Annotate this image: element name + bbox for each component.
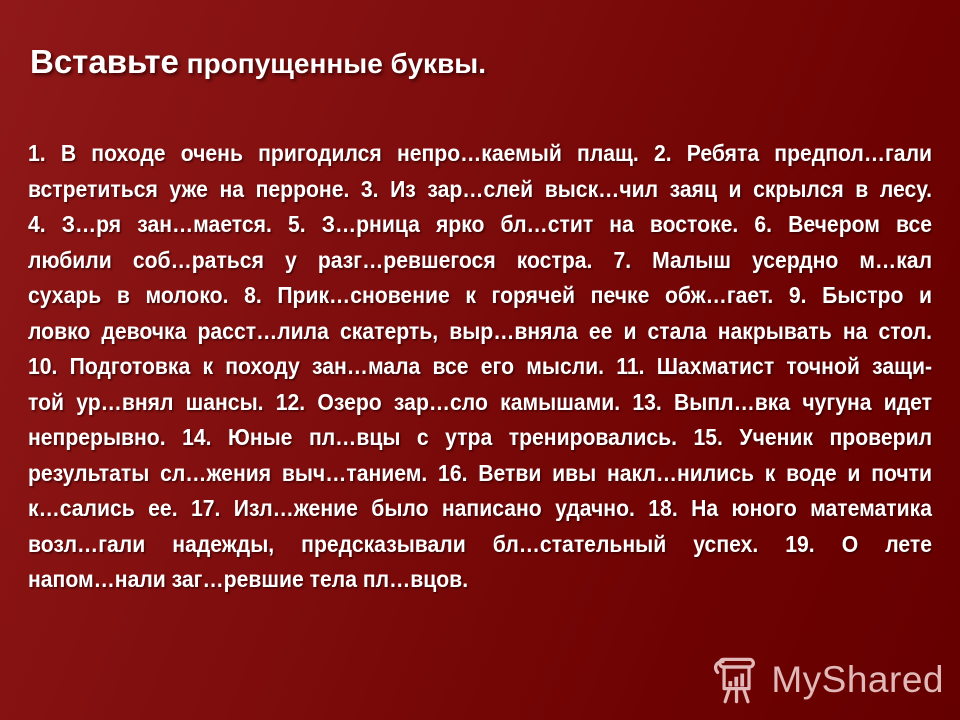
- text-line: встретиться уже на перроне. 3. Из зар…слей выск…чил заяц и скрылся в лесу.: [28, 175, 933, 202]
- text-line: непрерывно. 14. Юные пл…вцы с утра тренировались. 15. Ученик проверил: [28, 424, 933, 450]
- text-line: сухарь в молоко. 8. Прик…сновение к горячей печке обж…гает. 9. Быстро и: [28, 282, 933, 308]
- watermark-label: MyShared: [771, 659, 944, 700]
- page-title: [30, 43, 486, 81]
- myshared-watermark: [710, 654, 944, 706]
- exercise-text-block: [28, 136, 932, 598]
- text-line: 10. Подготовка к походу зан…мала все его мысли. 11. Шахматист точной защи-: [28, 353, 933, 379]
- text-line: напом…нали заг…ревшие тела пл…вцов.: [28, 566, 469, 592]
- text-line: ловко девочка расст…лила скатерть, выр…вняла ее и стала накрывать на стол.: [28, 317, 933, 344]
- text-line: результаты сл…жения выч…танием. 16. Ветви ивы накл…нились к воде и почти: [28, 459, 933, 486]
- text-line: 1. В походе очень пригодился непро…каемый плащ. 2. Ребята предпол…гали: [28, 140, 933, 166]
- text-line: возл…гали надежды, предсказывали бл…стательный успех. 19. О лете: [28, 530, 933, 557]
- text-line: к…сались ее. 17. Изл…жение было написано удачно. 18. На юного математика: [28, 495, 933, 521]
- page-title-main: Вставьте: [30, 43, 179, 81]
- page-title-rest: пропущенные буквы.: [178, 48, 486, 80]
- text-line: 4. З…ря зан…мается. 5. З…рница ярко бл…стит на востоке. 6. Вечером все: [28, 211, 933, 237]
- text-line: той ур…внял шансы. 12. Озеро зар…сло камышами. 13. Выпл…вка чугуна идет: [28, 388, 933, 415]
- flipchart-chart-icon: [710, 654, 762, 706]
- text-line: любили соб…раться у разг…ревшегося костра. 7. Малыш усердно м…кал: [28, 246, 933, 273]
